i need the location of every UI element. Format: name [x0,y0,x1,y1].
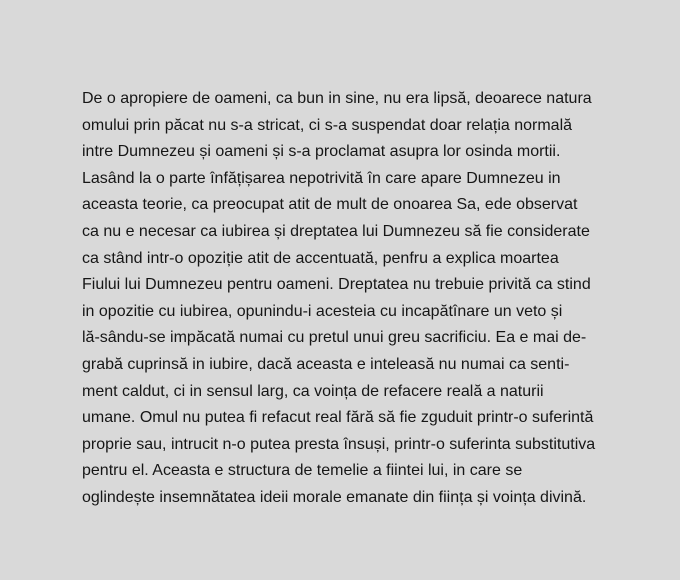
text-line: intre Dumnezeu și oameni și s-a proclamat asupra lor osinda mortii. [82,143,561,161]
text-line: proprie sau, intrucit n-o putea presta însuși, printr-o suferinta substitutiva [82,435,596,453]
text-line: Fiului lui Dumnezeu pentru oameni. Dreptatea nu trebuie privită ca stind [82,276,591,294]
document-page [82,86,642,512]
text-line: umane. Omul nu putea fi refacut real fără să fie zguduit printr-o suferintă [82,409,594,427]
text-line: omului prin păcat nu s-a stricat, ci s-a suspendat doar relația normală [82,116,573,134]
text-line: lă-sându-se impăcată numai cu pretul unui greu sacrificiu. Ea e mai de- [82,329,587,347]
text-line: Lasând la o parte înfățișarea nepotrivită în care apare Dumnezeu in [82,169,561,187]
text-line: in opozitie cu iubirea, opunindu-i acesteia cu incapătînare un veto și [82,302,563,320]
text-line: aceasta teorie, ca preocupat atit de mult de onoarea Sa, ede observat [82,196,578,214]
text-line: ca stând intr-o opoziție atit de accentuată, penfru a explica moartea [82,249,559,267]
text-line: oglindește insemnătatea ideii morale emanate din ființa și voința divină. [82,488,587,506]
text-line: ment caldut, ci in sensul larg, ca voința de refacere reală a naturii [82,382,544,400]
text-line: ca nu e necesar ca iubirea și dreptatea lui Dumnezeu să fie considerate [82,222,590,240]
text-line: De o apropiere de oameni, ca bun in sine, nu era lipsă, deoarece natura [82,90,592,107]
text-line: pentru el. Aceasta e structura de temelie a fiintei lui, in care se [82,462,523,480]
text-line: grabă cuprinsă in iubire, dacă aceasta e inteleasă nu numai ca senti- [82,355,570,373]
